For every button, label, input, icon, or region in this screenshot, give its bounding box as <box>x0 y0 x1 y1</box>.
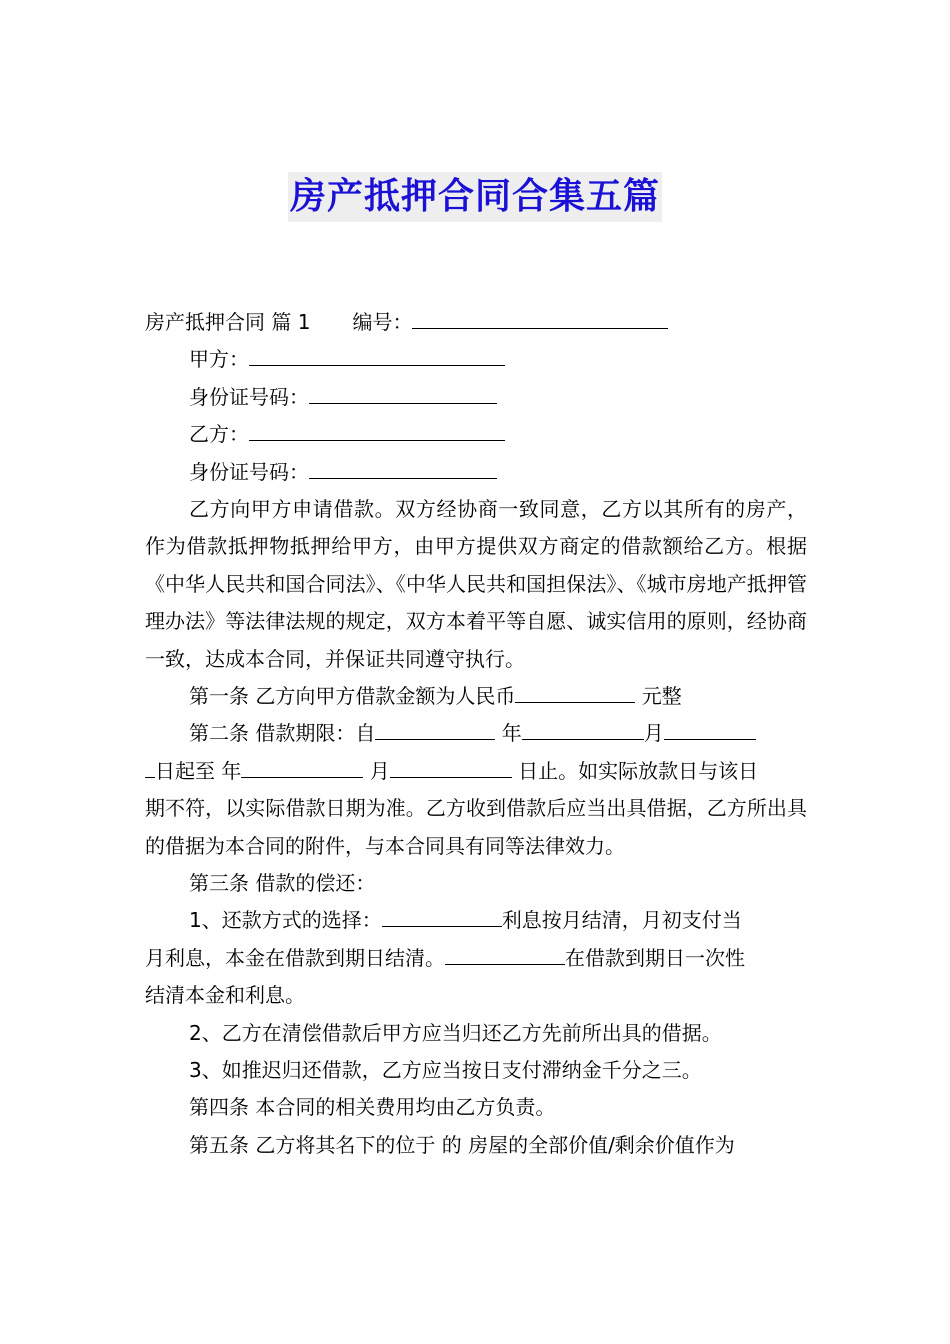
contract-heading: 房产抵押合同 篇 1 <box>145 310 311 334</box>
article-2-prefix: 第二条 借款期限：自 <box>189 721 376 746</box>
article-3-item-1-line-1 <box>145 902 807 939</box>
party-a-label: 甲方： <box>189 347 249 372</box>
article-2-to: 日起至 年 <box>155 758 242 783</box>
article-2-year: 年 <box>495 721 522 746</box>
repayment-option-1-blank <box>382 902 502 927</box>
article-5: 第五条 乙方将其名下的位于 的 房屋的全部价值/剩余价值作为 <box>189 1132 735 1157</box>
party-a-id-blank <box>309 379 497 404</box>
contract-body <box>145 304 807 1164</box>
number-blank <box>412 304 668 329</box>
article-3-item-1-line-2 <box>145 940 807 977</box>
article-3-item-3: 3、如推迟归还借款，乙方应当按日支付滞纳金千分之三。 <box>189 1057 702 1082</box>
repayment-option-1-text: 利息按月结清，月初支付当 <box>501 908 742 933</box>
party-a-line <box>145 341 807 378</box>
party-b-id-blank <box>309 454 497 479</box>
party-a-id-line <box>145 379 807 416</box>
preamble-paragraph: 乙方向甲方申请借款。双方经协商一致同意，乙方以其所有的房产，作为借款抵押物抵押给甲方，由甲方提供双方商定的借款额给乙方。根据《中华人民共和国合同法》、《中华人民共和国担保法》、《城市房地产抵押管理办法》等法律法规的规定，双方本着平等自愿、诚实信用的原则，经协商一致，达成本合同，并保证共同遵守执行。 <box>145 496 807 671</box>
article-2-line-1 <box>145 715 807 752</box>
party-b-label: 乙方： <box>189 422 249 447</box>
repayment-method-label: 1、还款方式的选择： <box>189 908 382 933</box>
article-3-item-1-line-3: 结清本金和利息。 <box>145 983 305 1008</box>
article-2-end-day: 日止。如实际放款日与该日 <box>511 758 759 783</box>
article-3-item-2: 2、乙方在清偿借款后甲方应当归还乙方先前所出具的借据。 <box>189 1020 722 1045</box>
document-title: 房产抵押合同合集五篇 <box>288 172 662 222</box>
article-4: 第四条 本合同的相关费用均由乙方负责。 <box>189 1095 556 1120</box>
repayment-option-2-blank <box>445 940 565 965</box>
article-2-rest: 期不符，以实际借款日期为准。乙方收到借款后应当出具借据，乙方所出具的借据为本合同的附件，与本合同具有同等法律效力。 <box>145 796 807 858</box>
party-a-id-label: 身份证号码： <box>189 384 309 409</box>
repayment-option-1-cont: 月利息，本金在借款到期日结清。 <box>145 945 445 970</box>
number-label: 编号： <box>352 310 413 334</box>
repayment-option-2-text: 在借款到期日一次性 <box>565 945 745 970</box>
heading-line <box>145 304 807 341</box>
title-area <box>0 172 950 222</box>
start-day-blank <box>664 715 756 740</box>
article-1-suffix: 元整 <box>635 683 682 708</box>
party-b-line <box>145 416 807 453</box>
article-1 <box>145 678 807 715</box>
party-b-blank <box>249 416 505 441</box>
loan-amount-blank <box>515 678 635 703</box>
start-year-blank <box>375 715 495 740</box>
start-month-blank <box>522 715 644 740</box>
party-a-blank <box>249 341 505 366</box>
article-2-end-month: 月 <box>363 758 390 783</box>
article-3-title: 第三条 借款的偿还： <box>189 870 376 895</box>
article-1-prefix: 第一条 乙方向甲方借款金额为人民币 <box>189 683 516 708</box>
end-month-blank <box>390 753 512 778</box>
party-b-id-line <box>145 454 807 491</box>
party-b-id-label: 身份证号码： <box>189 459 309 484</box>
article-2-month: 月 <box>643 721 664 746</box>
start-day-blank-cont <box>145 753 155 778</box>
article-2-line-2 <box>145 753 807 790</box>
end-year-blank <box>241 753 363 778</box>
